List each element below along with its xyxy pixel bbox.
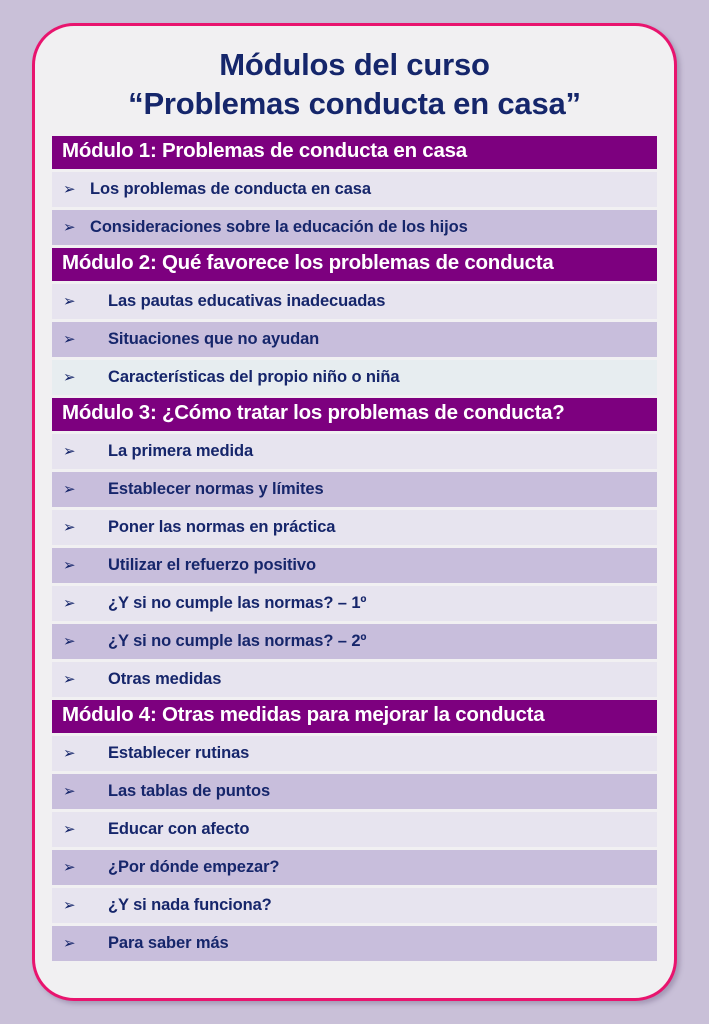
topic-label: Las tablas de puntos	[108, 781, 271, 800]
topic-row[interactable]	[52, 850, 657, 885]
topic-label: Utilizar el refuerzo positivo	[108, 555, 316, 574]
topic-row[interactable]	[52, 662, 657, 697]
module-block	[52, 398, 657, 697]
arrow-bullet-icon: ➢	[63, 781, 76, 800]
poster-title	[35, 26, 674, 132]
topic-label: Para saber más	[108, 933, 229, 952]
module-block	[52, 248, 657, 395]
topic-row[interactable]	[52, 510, 657, 545]
module-header-1[interactable]: Módulo 1: Problemas de conducta en casa	[52, 136, 657, 169]
topic-row[interactable]	[52, 812, 657, 847]
module-block	[52, 136, 657, 245]
module-header-3[interactable]: Módulo 3: ¿Cómo tratar los problemas de conducta?	[52, 398, 657, 431]
topic-row[interactable]	[52, 172, 657, 207]
topic-row[interactable]	[52, 624, 657, 659]
title-line-2: “Problemas conducta en casa”	[128, 85, 581, 121]
arrow-bullet-icon: ➢	[63, 743, 76, 762]
module-header-2[interactable]: Módulo 2: Qué favorece los problemas de conducta	[52, 248, 657, 281]
arrow-bullet-icon: ➢	[63, 179, 76, 198]
arrow-bullet-icon: ➢	[63, 819, 76, 838]
module-block	[52, 700, 657, 961]
topic-row[interactable]	[52, 284, 657, 319]
topic-row[interactable]	[52, 360, 657, 395]
arrow-bullet-icon: ➢	[63, 857, 76, 876]
topic-label: Establecer rutinas	[108, 743, 250, 762]
arrow-bullet-icon: ➢	[63, 555, 76, 574]
topic-label: Características del propio niño o niña	[108, 367, 400, 386]
topic-label: ¿Y si nada funciona?	[108, 895, 272, 914]
topic-label: Otras medidas	[108, 669, 222, 688]
title-line-1: Módulos del curso	[219, 47, 490, 82]
arrow-bullet-icon: ➢	[63, 631, 76, 650]
arrow-bullet-icon: ➢	[63, 593, 76, 612]
topic-row[interactable]	[52, 774, 657, 809]
topic-label: ¿Y si no cumple las normas? – 1º	[108, 593, 367, 612]
topic-row[interactable]	[52, 926, 657, 961]
topic-row[interactable]	[52, 472, 657, 507]
topic-row[interactable]	[52, 434, 657, 469]
arrow-bullet-icon: ➢	[63, 217, 76, 236]
topic-row[interactable]	[52, 736, 657, 771]
topic-label: Establecer normas y límites	[108, 479, 324, 498]
arrow-bullet-icon: ➢	[63, 933, 76, 952]
arrow-bullet-icon: ➢	[63, 669, 76, 688]
course-outline-card	[32, 23, 677, 1001]
topic-row[interactable]	[52, 210, 657, 245]
arrow-bullet-icon: ➢	[63, 895, 76, 914]
topic-label: Las pautas educativas inadecuadas	[108, 291, 386, 310]
module-list	[52, 136, 657, 961]
arrow-bullet-icon: ➢	[63, 479, 76, 498]
topic-label: ¿Y si no cumple las normas? – 2º	[108, 631, 367, 650]
topic-label: La primera medida	[108, 441, 254, 460]
arrow-bullet-icon: ➢	[63, 367, 76, 386]
topic-label: ¿Por dónde empezar?	[108, 857, 280, 876]
topic-label: Situaciones que no ayudan	[108, 329, 320, 348]
topic-row[interactable]	[52, 888, 657, 923]
arrow-bullet-icon: ➢	[63, 329, 76, 348]
topic-label: Los problemas de conducta en casa	[90, 179, 371, 198]
topic-row[interactable]	[52, 586, 657, 621]
topic-label: Consideraciones sobre la educación de los hijos	[90, 217, 468, 236]
topic-label: Poner las normas en práctica	[108, 517, 336, 536]
topic-row[interactable]	[52, 322, 657, 357]
module-header-4[interactable]: Módulo 4: Otras medidas para mejorar la conducta	[52, 700, 657, 733]
arrow-bullet-icon: ➢	[63, 441, 76, 460]
topic-label: Educar con afecto	[108, 819, 250, 838]
arrow-bullet-icon: ➢	[63, 517, 76, 536]
topic-row[interactable]	[52, 548, 657, 583]
arrow-bullet-icon: ➢	[63, 291, 76, 310]
